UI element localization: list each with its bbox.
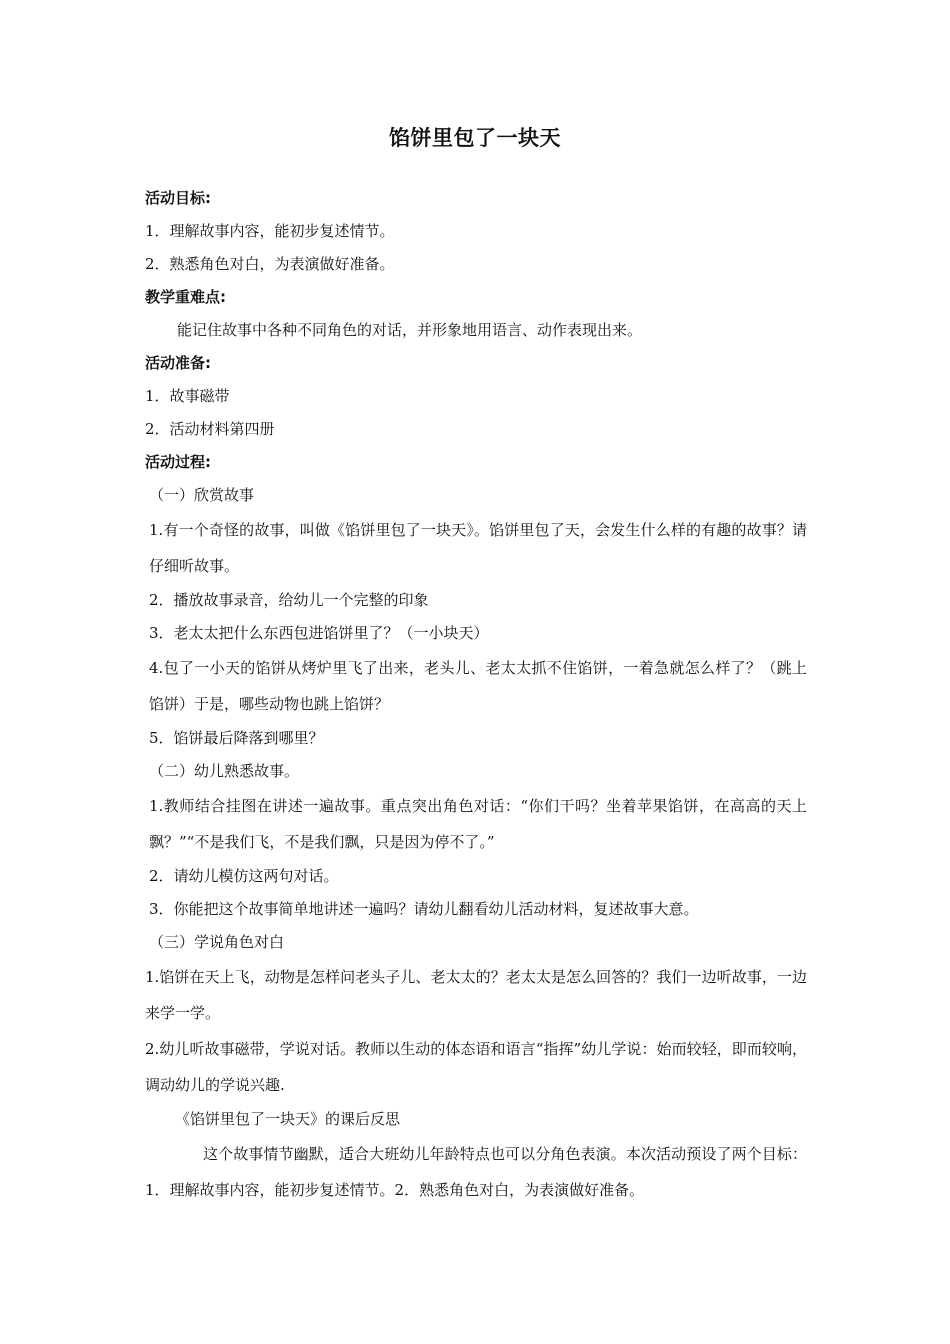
preparation-item: 1．故事磁带	[145, 387, 230, 405]
process-item: 2.幼儿听故事磁带，学说对话。教师以生动的体态语和语言“指挥”幼儿学说：始而较轻，即而较响，调动幼儿的学说兴趣.	[145, 1040, 807, 1094]
goal-item: 1．理解故事内容，能初步复述情节。	[145, 222, 395, 240]
process-item: 4.包了一小天的馅饼从烤炉里飞了出来，老头儿、老太太抓不住馅饼，一着急就怎么样了？（跳上馅饼）于是，哪些动物也跳上馅饼？	[149, 659, 807, 713]
process-item: 1.馅饼在天上飞，动物是怎样问老头子儿、老太太的？老太太是怎么回答的？我们一边听故事，一边来学一学。	[145, 968, 807, 1022]
key-points-heading: 教学重难点:	[145, 288, 226, 306]
process-item: 3．老太太把什么东西包进馅饼里了？（一小块天）	[149, 624, 489, 642]
document-title: 馅饼里包了一块天	[389, 126, 561, 150]
process-part1-heading: （一）欣赏故事	[149, 486, 255, 504]
goals-heading: 活动目标:	[145, 189, 211, 207]
reflection-heading: 《馅饼里包了一块天》的课后反思	[175, 1110, 401, 1128]
process-item: 1.教师结合挂图在讲述一遍故事。重点突出角色对话：“你们干吗？坐着苹果馅饼，在高高的天上飘？”“不是我们飞，不是我们飘，只是因为停不了。”	[149, 797, 807, 851]
process-heading: 活动过程:	[145, 453, 211, 471]
process-item: 1.有一个奇怪的故事，叫做《馅饼里包了一块天》。馅饼里包了天，会发生什么样的有趣的故事？请仔细听故事。	[149, 521, 807, 575]
key-points-text: 能记住故事中各种不同角色的对话，并形象地用语言、动作表现出来。	[177, 321, 643, 339]
process-item: 2．播放故事录音，给幼儿一个完整的印象	[149, 591, 429, 609]
preparation-item: 2．活动材料第四册	[145, 420, 275, 438]
process-item: 2．请幼儿模仿这两句对话。	[149, 867, 339, 885]
preparation-heading: 活动准备:	[145, 354, 211, 372]
goal-item: 2．熟悉角色对白，为表演做好准备。	[145, 255, 395, 273]
process-part3-heading: （三）学说角色对白	[149, 933, 285, 951]
process-item: 3．你能把这个故事简单地讲述一遍吗？请幼儿翻看幼儿活动材料，复述故事大意。	[149, 900, 699, 918]
reflection-text: 这个故事情节幽默，适合大班幼儿年龄特点也可以分角色表演。本次活动预设了两个目标：1．理解故事内容，能初步复述情节。2．熟悉角色对白，为表演做好准备。	[145, 1145, 807, 1199]
process-item: 5．馅饼最后降落到哪里？	[149, 729, 324, 747]
process-part2-heading: （二）幼儿熟悉故事。	[149, 762, 300, 780]
document-body	[145, 182, 807, 1208]
